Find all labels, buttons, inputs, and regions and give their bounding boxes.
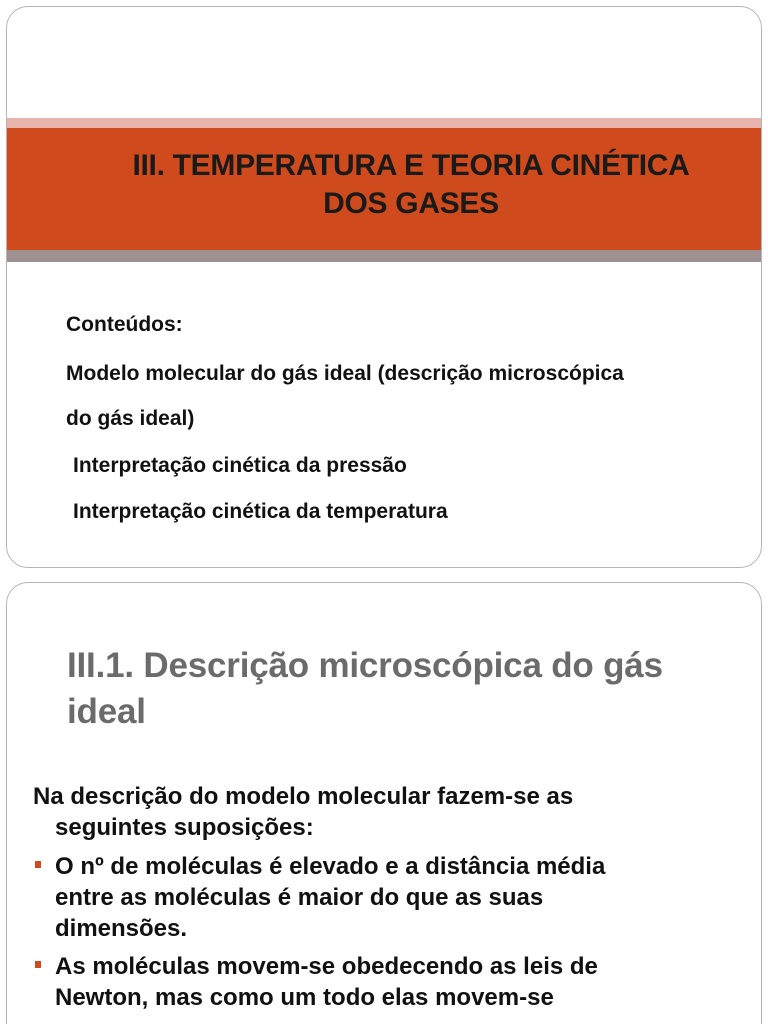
list-item — [33, 851, 741, 944]
slide-2 — [6, 582, 762, 1024]
intro-line-1: Na descrição do modelo molecular fazem-se as — [33, 783, 574, 810]
assumptions-list — [33, 851, 741, 1020]
slide-2-title — [67, 643, 741, 735]
slide-2-title-line-2: ideal — [67, 692, 146, 731]
intro-line-2: seguintes suposições: — [55, 814, 314, 841]
bullet-line: As moléculas movem-se obedecendo as leis de — [55, 953, 598, 980]
list-item — [33, 951, 741, 1013]
slide-2-title-line-1: III.1. Descrição microscópica do gás — [67, 646, 663, 685]
bullet-line: dimensões. — [55, 915, 188, 942]
slide-1 — [6, 6, 762, 568]
bullet-line: O nº de moléculas é elevado e a distância média — [55, 853, 606, 880]
title-band-top-stripe — [7, 118, 761, 128]
title-band-bottom-stripe — [7, 250, 761, 262]
bullet-square-icon — [35, 861, 41, 868]
bullet-line: entre as moléculas é maior do que as suas — [55, 884, 544, 911]
contents-item: Interpretação cinética da temperatura — [73, 500, 448, 523]
contents-item: Interpretação cinética da pressão — [73, 454, 407, 477]
slide-1-title-line-1: III. TEMPERATURA E TEORIA CINÉTICA — [132, 149, 690, 182]
contents-heading: Conteúdos: — [66, 313, 183, 336]
contents-item: Modelo molecular do gás ideal (descrição microscópica — [66, 362, 624, 385]
slide-1-title-line-2: DOS GASES — [323, 187, 499, 220]
slide-2-intro — [33, 781, 741, 843]
slide-1-title — [67, 147, 755, 223]
bullet-square-icon — [35, 961, 41, 968]
bullet-line: Newton, mas como um todo elas movem-se — [55, 984, 554, 1011]
contents-item: do gás ideal) — [66, 407, 195, 430]
